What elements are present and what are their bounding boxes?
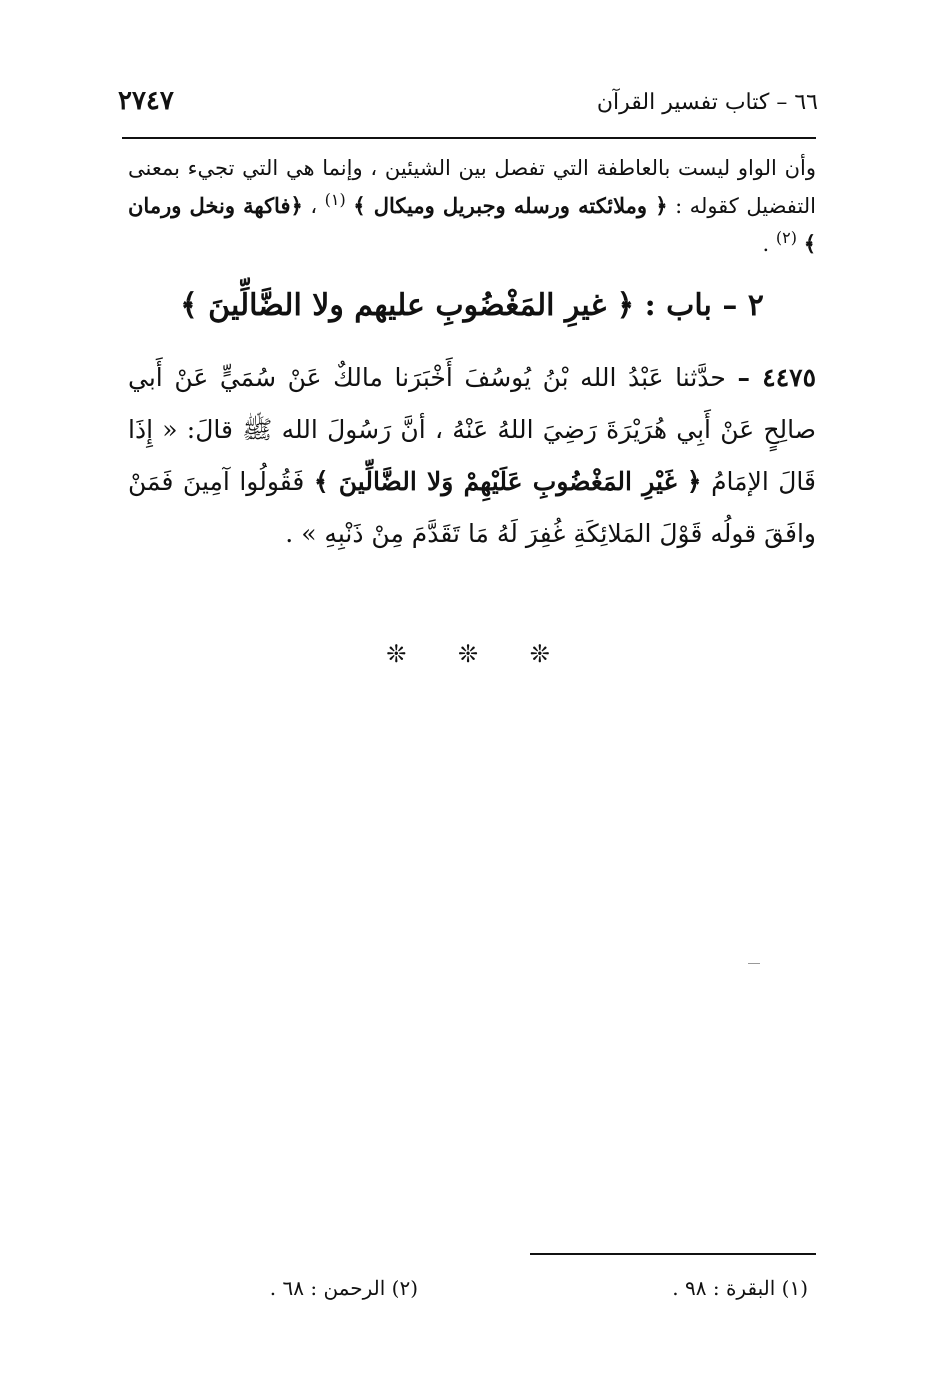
intro-text: وأن الواو ليست بالعاطفة التي تفصل بين الشيئين ، وإنما هي التي تجيء بمعنى التفضيل كقوله : bbox=[128, 156, 816, 218]
page-number: ٢٧٤٧ bbox=[118, 86, 174, 116]
hadith-text-end: فَقُولُوا آمِينَ فَمَنْ وافَقَ قولُه قَوْلَ المَلائِكَةِ غُفِرَ لَهُ مَا تَقَدَّمَ مِنْ ذَنْبِهِ » . bbox=[128, 467, 816, 548]
section-separator bbox=[0, 640, 936, 668]
footnote-1: (١) البقرة : ٩٨ . bbox=[672, 1276, 808, 1300]
quran-quote-1: ﴿ وملائكته ورسله وجبريل وميكال ﴾ bbox=[353, 193, 668, 218]
separator-star: ❊ bbox=[529, 640, 550, 668]
chapter-title: ٦٦ – كتاب تفسير القرآن bbox=[596, 90, 818, 115]
hadith-paragraph bbox=[128, 352, 816, 560]
header-rule bbox=[122, 137, 816, 139]
hadith-text: حدَّثنا عَبْدُ الله بْنُ يُوسُفَ أَخْبَرَنا مالكٌ عَنْ سُمَيٍّ عَنْ أَبي صالِحٍ عَنْ أَبِي هُرَيْرَةَ رَضِيَ اللهُ عَنْهُ ، أنَّ رَسُولَ الله ﷺ قالَ: « إِذَا قَالَ الإمَامُ bbox=[128, 363, 816, 496]
page-speck bbox=[748, 963, 760, 964]
footnotes bbox=[128, 1276, 808, 1310]
page-header bbox=[118, 86, 818, 126]
hadith-number: ٤٤٧٥ – bbox=[737, 363, 816, 392]
quran-quote-2: ﴿فاكهة ونخل ورمان ﴾ bbox=[128, 193, 816, 256]
separator-star: ❊ bbox=[386, 640, 407, 668]
footnote-ref-2: (٢) bbox=[775, 228, 797, 247]
chapter-heading: ٢ – باب : ﴿ غيرِ المَغْضُوبِ عليهم ولا الضَّالِّينَ ﴾ bbox=[180, 288, 764, 323]
intro-separator: ، bbox=[302, 194, 325, 218]
intro-end: . bbox=[762, 232, 776, 256]
hadith-quran-quote: ﴿ غَيْرِ المَغْضُوبِ عَلَيْهِمْ وَلا الضَّالِّينَ ﴾ bbox=[313, 467, 702, 496]
footnote-2: (٢) الرحمن : ٦٨ . bbox=[269, 1276, 418, 1300]
footnote-ref-1: (١) bbox=[324, 190, 346, 209]
intro-paragraph bbox=[128, 150, 816, 263]
footnote-rule bbox=[530, 1253, 816, 1255]
separator-star: ❊ bbox=[457, 640, 479, 668]
